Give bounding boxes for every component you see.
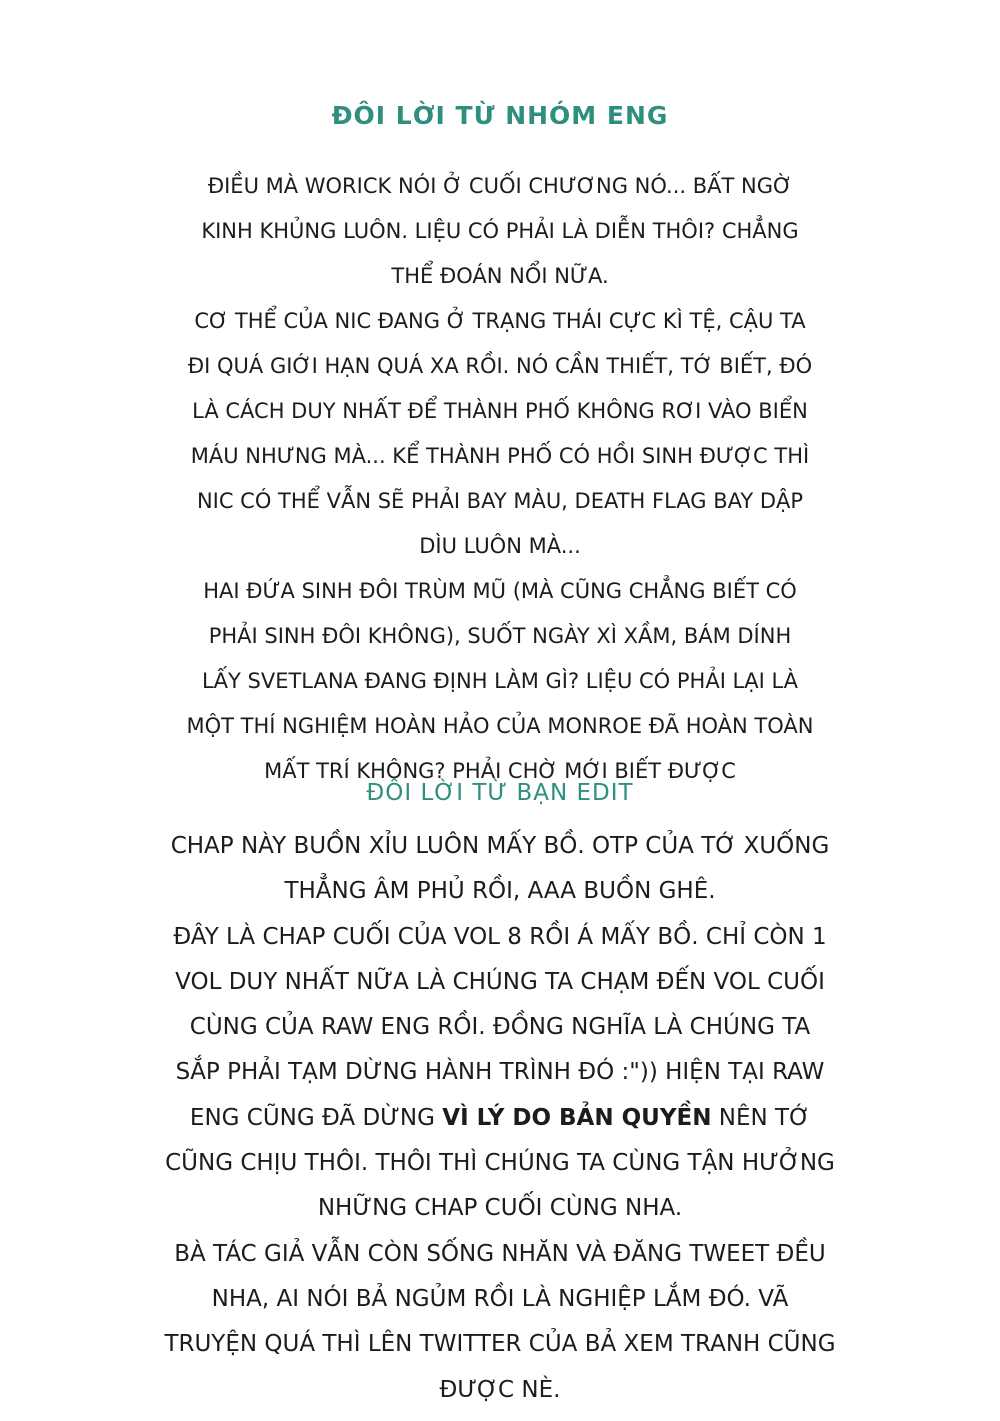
eng-note-line: HAI ĐỨA SINH ĐÔI TRÙM MŨ (MÀ CŨNG CHẲNG BIẾT CÓ [203, 579, 797, 603]
edit-note-line: ĐÂY LÀ CHAP CUỐI CỦA VOL 8 RỒI Á MẤY BỒ. CHỈ CÒN 1 [173, 923, 827, 950]
eng-note-line: DÌU LUÔN MÀ... [419, 534, 581, 558]
edit-note-line-with-emphasis [0, 1096, 1000, 1141]
eng-note-line: ĐIỀU MÀ WORICK NÓI Ở CUỐI CHƯƠNG NÓ... BẤT NGỜ [207, 174, 793, 198]
edit-note-line: NHỮNG CHAP CUỐI CÙNG NHA. [317, 1195, 683, 1222]
edit-note-line: THẲNG ÂM PHỦ RỒI, AAA BUỒN GHÊ. [284, 878, 716, 905]
edit-note-body [0, 824, 1000, 1413]
edit-note-line: CÙNG CỦA RAW ENG RỒI. ĐỒNG NGHĨA LÀ CHÚNG TA [189, 1014, 811, 1041]
eng-note-line: CƠ THỂ CỦA NIC ĐANG Ở TRẠNG THÁI CỰC KÌ TỆ, CẬU TA [194, 309, 806, 333]
copyright-emphasis: VÌ LÝ DO BẢN QUYỀN [442, 1104, 712, 1131]
eng-note-line: MỘT THÍ NGHIỆM HOÀN HẢO CỦA MONROE ĐÃ HOÀN TOÀN [186, 714, 814, 738]
eng-note-body [0, 164, 1000, 794]
eng-note-line: THỂ ĐOÁN NỔI NỮA. [391, 264, 609, 288]
edit-note-line: NHA, AI NÓI BẢ NGỦM RỒI LÀ NGHIỆP LẮM ĐÓ. VÃ [211, 1285, 789, 1312]
eng-note-line: LÀ CÁCH DUY NHẤT ĐỂ THÀNH PHỐ KHÔNG RƠI VÀO BIỂN [192, 399, 808, 423]
edit-note-title: ĐÔI LỜI TỪ BẠN EDIT [366, 780, 634, 806]
edit-note-line: VOL DUY NHẤT NỮA LÀ CHÚNG TA CHẠM ĐẾN VOL CUỐI [175, 968, 825, 995]
edit-note-line: SẮP PHẢI TẠM DỪNG HÀNH TRÌNH ĐÓ :")) HIỆN TẠI RAW [175, 1059, 825, 1086]
edit-note-line: TRUYỆN QUÁ THÌ LÊN TWITTER CỦA BẢ XEM TRANH CŨNG [164, 1331, 836, 1358]
eng-note-line: MẤT TRÍ KHÔNG? PHẢI CHỜ MỚI BIẾT ĐƯỢC [264, 759, 736, 783]
eng-note-line: MÁU NHƯNG MÀ... KỂ THÀNH PHỐ CÓ HỒI SINH ĐƯỢC THÌ [190, 444, 810, 468]
edit-note-line: ĐƯỢC NÈ. [439, 1376, 561, 1403]
edit-note-line-7-before: ENG CŨNG ĐÃ DỪNG [189, 1104, 443, 1131]
eng-note-line: LẤY SVETLANA ĐANG ĐỊNH LÀM GÌ? LIỆU CÓ PHẢI LẠI LÀ [201, 669, 799, 693]
eng-note-line: KINH KHỦNG LUÔN. LIỆU CÓ PHẢI LÀ DIỄN THÔI? CHẲNG [201, 219, 799, 243]
eng-note-title: ĐÔI LỜI TỪ NHÓM ENG [331, 101, 669, 130]
edit-note-line: CŨNG CHỊU THÔI. THÔI THÌ CHÚNG TA CÙNG TẬN HƯỞNG [165, 1150, 835, 1177]
edit-note-line: CHAP NÀY BUỒN XỈU LUÔN MẤY BỒ. OTP CỦA TỚ XUỐNG [170, 833, 830, 859]
eng-note-line: NIC CÓ THỂ VẪN SẼ PHẢI BAY MÀU, DEATH FLAG BAY DẬP [196, 489, 804, 513]
eng-note-line: PHẢI SINH ĐÔI KHÔNG), SUỐT NGÀY XÌ XẦM, BÁM DÍNH [208, 624, 792, 648]
eng-note-line: ĐI QUÁ GIỚI HẠN QUÁ XA RỒI. NÓ CẦN THIẾT, TỚ BIẾT, ĐÓ [187, 354, 813, 378]
edit-note-line: BÀ TÁC GIẢ VẪN CÒN SỐNG NHĂN VÀ ĐĂNG TWEET ĐỀU [174, 1240, 826, 1267]
edit-note-line-7-after: NÊN TỚ [711, 1104, 811, 1131]
